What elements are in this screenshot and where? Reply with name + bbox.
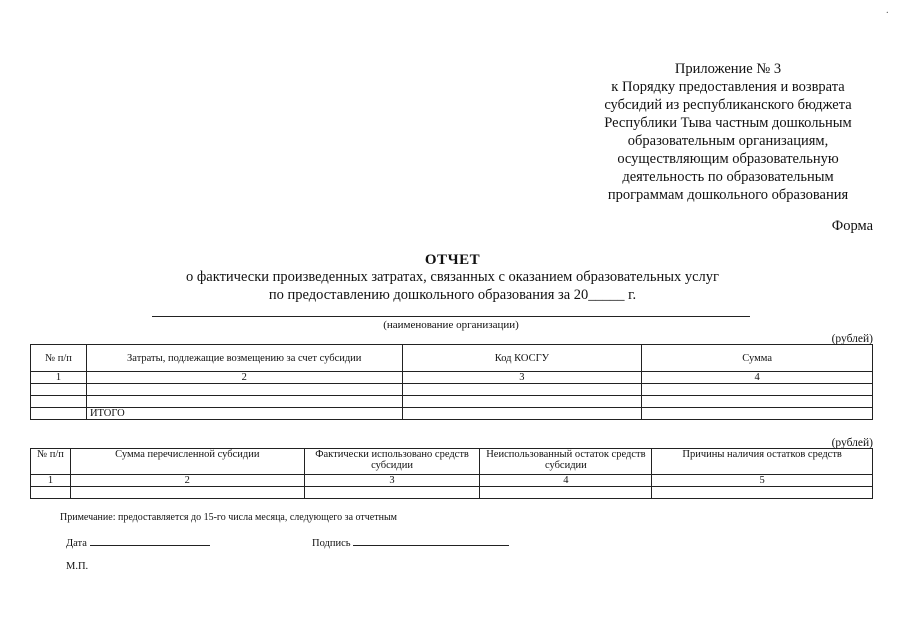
table-cell[interactable] — [402, 408, 642, 420]
appendix-line: деятельность по образовательным — [622, 169, 834, 185]
signature-input-line[interactable] — [353, 537, 509, 546]
table-row — [31, 396, 873, 408]
header-number: № п/п — [31, 345, 87, 372]
date-input-line[interactable] — [90, 537, 210, 546]
table-cell[interactable] — [642, 408, 873, 420]
appendix-line: образовательным организациям, — [627, 133, 829, 149]
table-header-row — [31, 345, 873, 372]
footnote: Примечание: предоставляется до 15-го числа месяца, следующего за отчетным — [60, 512, 398, 523]
subtitle-line-1: о фактически произведенных затратах, связанных с оказанием образовательных услуг — [186, 269, 719, 285]
table-header-row — [31, 449, 873, 475]
table-cell[interactable] — [31, 408, 87, 420]
column-number: 1 — [31, 475, 71, 487]
table-cell[interactable] — [480, 487, 652, 499]
table-cell[interactable] — [304, 487, 480, 499]
column-number: 3 — [402, 372, 642, 384]
form-label: Форма — [831, 218, 873, 234]
table-cell[interactable] — [642, 396, 873, 408]
table-numbering-row — [31, 475, 873, 487]
header-balance-reasons: Причины наличия остатков средств — [652, 449, 873, 475]
table-cell[interactable] — [652, 487, 873, 499]
column-number: 2 — [86, 372, 402, 384]
appendix-line: к Порядку предоставления и возврата — [611, 79, 845, 95]
column-number: 4 — [642, 372, 873, 384]
date-label: Дата — [66, 538, 87, 549]
expenses-table — [30, 344, 873, 420]
signature-field — [312, 537, 509, 549]
column-number: 5 — [652, 475, 873, 487]
appendix-line: Республики Тыва частным дошкольным — [604, 115, 852, 131]
header-number: № п/п — [31, 449, 71, 475]
appendix-block — [583, 60, 873, 204]
table-cell[interactable] — [70, 487, 304, 499]
table-cell[interactable] — [86, 396, 402, 408]
table-row — [31, 487, 873, 499]
report-title: ОТЧЕТ — [424, 252, 481, 268]
column-number: 3 — [304, 475, 480, 487]
table-cell[interactable] — [31, 384, 87, 396]
appendix-line: субсидий из республиканского бюджета — [604, 97, 852, 113]
header-kosgu: Код КОСГУ — [402, 345, 642, 372]
organization-caption: (наименование организации) — [383, 319, 519, 331]
column-number: 4 — [480, 475, 652, 487]
report-subtitle — [0, 268, 905, 304]
table-cell[interactable] — [402, 384, 642, 396]
header-sum: Сумма — [642, 345, 873, 372]
signature-label: Подпись — [312, 538, 351, 549]
appendix-line: осуществляющим образовательную — [617, 151, 839, 167]
table-cell[interactable] — [642, 384, 873, 396]
table-cell[interactable] — [31, 487, 71, 499]
table-row — [31, 384, 873, 396]
header-transferred-sum: Сумма перечисленной субсидии — [70, 449, 304, 475]
table-cell[interactable] — [31, 396, 87, 408]
table-cell[interactable] — [86, 384, 402, 396]
appendix-line: программам дошкольного образования — [607, 187, 849, 203]
column-number: 1 — [31, 372, 87, 384]
subtitle-line-2: по предоставлению дошкольного образования за 20_____ г. — [268, 287, 637, 303]
table1-unit: (рублей) — [831, 333, 873, 345]
stamp-place-label: М.П. — [66, 561, 89, 572]
date-field — [66, 537, 210, 549]
appendix-line: Приложение № 3 — [674, 61, 782, 77]
total-label: ИТОГО — [86, 408, 402, 420]
table-total-row — [31, 408, 873, 420]
table-numbering-row — [31, 372, 873, 384]
header-unused-balance: Неиспользованный остаток средств субсидии — [480, 449, 652, 475]
column-number: 2 — [70, 475, 304, 487]
table-cell[interactable] — [402, 396, 642, 408]
table2-unit: (рублей) — [831, 437, 873, 449]
header-expenses: Затраты, подлежащие возмещению за счет субсидии — [86, 345, 402, 372]
organization-name-line[interactable] — [152, 316, 750, 317]
header-used-funds: Фактически использовано средств субсидии — [304, 449, 480, 475]
corner-mark: · — [885, 8, 889, 19]
subsidy-table — [30, 448, 873, 499]
